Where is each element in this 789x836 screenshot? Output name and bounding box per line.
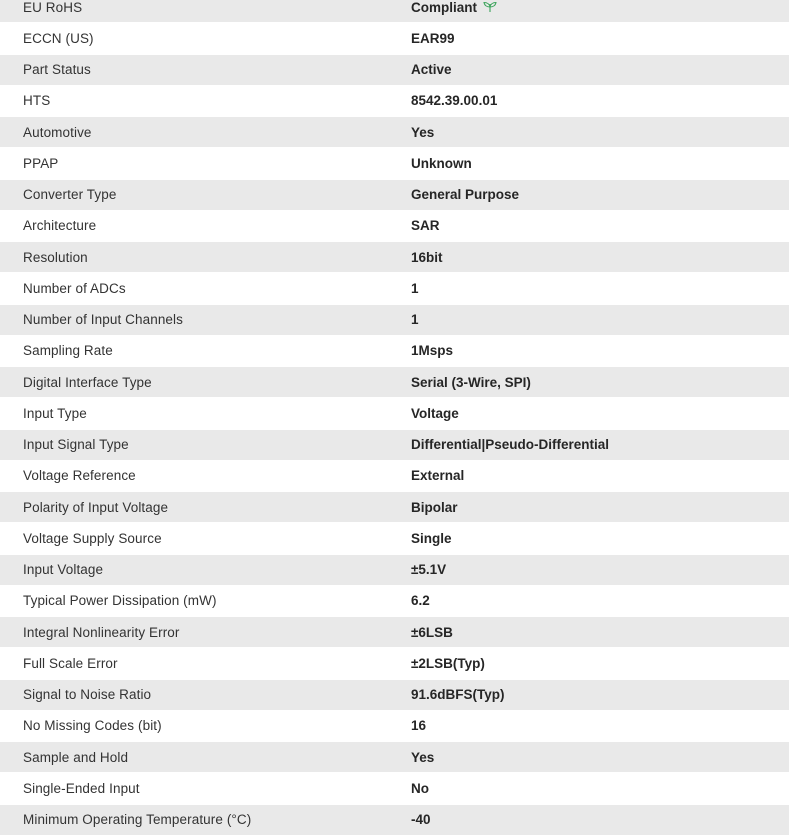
spec-value-cell <box>387 437 789 452</box>
spec-value-cell <box>387 156 789 171</box>
spec-value-cell <box>387 750 789 765</box>
spec-value: No <box>411 780 429 796</box>
spec-label: HTS <box>23 93 51 109</box>
spec-row <box>0 742 789 773</box>
spec-label: Integral Nonlinearity Error <box>23 624 180 640</box>
spec-value: Active <box>411 62 452 78</box>
leaf-icon <box>483 1 497 13</box>
spec-label: Single-Ended Input <box>23 780 140 796</box>
spec-value: Voltage <box>411 405 459 421</box>
spec-value-cell <box>387 593 789 608</box>
spec-row <box>0 117 789 148</box>
spec-label: Input Type <box>23 405 87 421</box>
spec-value: Differential|Pseudo-Differential <box>411 437 610 453</box>
spec-value-cell <box>387 93 789 108</box>
spec-value: Single <box>411 530 452 546</box>
spec-value: Compliant <box>411 0 477 15</box>
spec-value: Unknown <box>411 155 472 171</box>
spec-value-cell <box>387 218 789 233</box>
spec-label: Automotive <box>23 124 92 140</box>
spec-row <box>0 148 789 179</box>
spec-label: Minimum Operating Temperature (°C) <box>23 812 252 828</box>
spec-label: Signal to Noise Ratio <box>23 687 152 703</box>
spec-value-cell <box>387 406 789 421</box>
spec-label: Voltage Reference <box>23 468 136 484</box>
spec-value: ±2LSB(Typ) <box>411 655 485 671</box>
spec-value: ±5.1V <box>411 562 447 578</box>
spec-label: Sampling Rate <box>23 343 113 359</box>
spec-value-cell <box>387 343 789 358</box>
spec-label: ECCN (US) <box>23 30 94 46</box>
spec-value: Yes <box>411 124 435 140</box>
spec-row <box>0 492 789 523</box>
spec-value: -40 <box>411 812 431 828</box>
spec-row <box>0 86 789 117</box>
spec-row <box>0 586 789 617</box>
spec-value-cell <box>387 281 789 296</box>
spec-value: External <box>411 468 465 484</box>
spec-label: Resolution <box>23 249 88 265</box>
spec-label: Typical Power Dissipation (mW) <box>23 593 217 609</box>
spec-row <box>0 0 789 23</box>
spec-row <box>0 398 789 429</box>
spec-value-cell <box>387 31 789 46</box>
spec-row <box>0 273 789 304</box>
spec-label: Converter Type <box>23 187 117 203</box>
spec-value-cell <box>387 250 789 265</box>
spec-value-cell <box>387 531 789 546</box>
spec-label: Digital Interface Type <box>23 374 152 390</box>
spec-value-cell <box>387 62 789 77</box>
spec-value: SAR <box>411 218 440 234</box>
spec-row <box>0 680 789 711</box>
spec-row <box>0 555 789 586</box>
spec-value: 1 <box>411 280 419 296</box>
spec-value-cell <box>387 781 789 796</box>
spec-value-cell <box>387 125 789 140</box>
spec-value: 1 <box>411 312 419 328</box>
spec-value: 6.2 <box>411 593 430 609</box>
spec-label: Full Scale Error <box>23 655 118 671</box>
spec-label: Number of ADCs <box>23 280 126 296</box>
spec-row <box>0 242 789 273</box>
spec-row <box>0 305 789 336</box>
spec-value-cell <box>387 375 789 390</box>
spec-label: Architecture <box>23 218 97 234</box>
spec-value-cell <box>387 468 789 483</box>
spec-value-cell <box>387 312 789 327</box>
spec-label: Sample and Hold <box>23 749 129 765</box>
spec-label: Input Signal Type <box>23 437 129 453</box>
spec-label: PPAP <box>23 155 59 171</box>
spec-row <box>0 648 789 679</box>
spec-row <box>0 211 789 242</box>
spec-value: 1Msps <box>411 343 454 359</box>
spec-label: Number of Input Channels <box>23 312 183 328</box>
spec-label: No Missing Codes (bit) <box>23 718 162 734</box>
spec-row <box>0 617 789 648</box>
spec-row <box>0 773 789 804</box>
spec-row <box>0 711 789 742</box>
spec-value: 8542.39.00.01 <box>411 93 498 109</box>
spec-value-cell <box>387 187 789 202</box>
spec-value: Serial (3-Wire, SPI) <box>411 374 531 390</box>
spec-value-cell <box>387 0 789 15</box>
spec-value-cell <box>387 656 789 671</box>
spec-value-cell <box>387 625 789 640</box>
spec-row <box>0 805 789 836</box>
spec-row <box>0 23 789 54</box>
spec-row <box>0 180 789 211</box>
spec-value: 16bit <box>411 249 443 265</box>
spec-row <box>0 55 789 86</box>
spec-value: General Purpose <box>411 187 520 203</box>
spec-label: Input Voltage <box>23 562 104 578</box>
spec-value: Yes <box>411 749 435 765</box>
spec-label: Part Status <box>23 62 91 78</box>
spec-value: 91.6dBFS(Typ) <box>411 687 505 703</box>
spec-value-cell <box>387 500 789 515</box>
spec-value: ±6LSB <box>411 624 453 640</box>
spec-label: Polarity of Input Voltage <box>23 499 169 515</box>
spec-row <box>0 336 789 367</box>
spec-value: EAR99 <box>411 30 455 46</box>
spec-row <box>0 430 789 461</box>
spec-value-cell <box>387 812 789 827</box>
spec-label: EU RoHS <box>23 0 83 15</box>
spec-value-cell <box>387 562 789 577</box>
spec-row <box>0 461 789 492</box>
spec-value-cell <box>387 687 789 702</box>
spec-label: Voltage Supply Source <box>23 530 162 546</box>
spec-value: Bipolar <box>411 499 458 515</box>
spec-row <box>0 367 789 398</box>
spec-row <box>0 523 789 554</box>
spec-value-cell <box>387 718 789 733</box>
spec-value: 16 <box>411 718 427 734</box>
